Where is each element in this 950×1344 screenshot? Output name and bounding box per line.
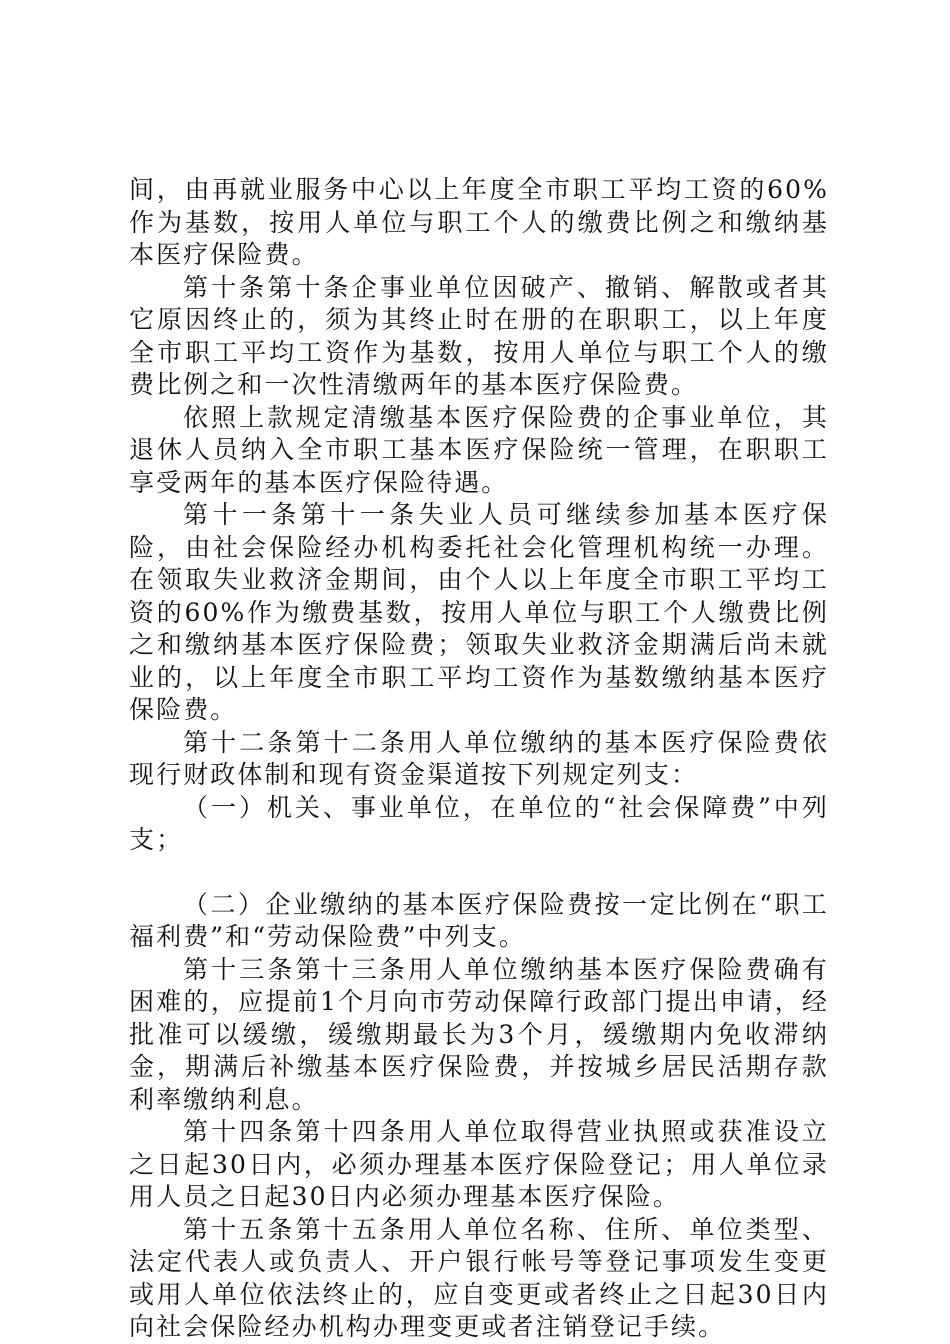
paragraph-article-11: 第十一条第十一条失业人员可继续参加基本医疗保险，由社会保险经办机构委托社会化管理机构统一办理。在领取失业救济金期间，由个人以上年度全市职工平均工资的60%作为缴费基数，按用人单位与职工个人缴费比例之和缴纳基本医疗保险费；领取失业救济金期满后尚未就业的，以上年度全市职工平均工资作为基数缴纳基本医疗保险费。 (129, 500, 829, 724)
document-body (129, 174, 829, 1344)
paragraph-article-13: 第十三条第十三条用人单位缴纳基本医疗保险费确有困难的，应提前1个月向市劳动保障行政部门提出申请，经批准可以缓缴，缓缴期最长为3个月，缓缴期内免收滞纳金，期满后补缴基本医疗保险费，并按城乡居民活期存款利率缴纳利息。 (129, 954, 829, 1114)
paragraph-article-12-item-2: （二）企业缴纳的基本医疗保险费按一定比例在“职工福利费”和“劳动保险费”中列支。 (129, 889, 829, 951)
paragraph-article-10-clause: 依照上款规定清缴基本医疗保险费的企事业单位，其退休人员纳入全市职工基本医疗保险统一管理，在职职工享受两年的基本医疗保险待遇。 (129, 402, 829, 497)
paragraph-article-14: 第十四条第十四条用人单位取得营业执照或获准设立之日起30日内，必须办理基本医疗保险登记；用人单位录用人员之日起30日内必须办理基本医疗保险。 (129, 1117, 829, 1211)
paragraph-article-12: 第十二条第十二条用人单位缴纳的基本医疗保险费依现行财政体制和现有资金渠道按下列规定列支： (129, 727, 829, 789)
paragraph-continuation: 间，由再就业服务中心以上年度全市职工平均工资的60%作为基数，按用人单位与职工个人的缴费比例之和缴纳基本医疗保险费。 (129, 175, 829, 269)
paragraph-article-10: 第十条第十条企事业单位因破产、撤销、解散或者其它原因终止的，须为其终止时在册的在职职工，以上年度全市职工平均工资作为基数，按用人单位与职工个人的缴费比例之和一次性清缴两年的基本医疗保险费。 (129, 272, 829, 399)
paragraph-article-15: 第十五条第十五条用人单位名称、住所、单位类型、法定代表人或负责人、开户银行帐号等登记事项发生变更或用人单位依法终止的，应自变更或者终止之日起30日内向社会保险经办机构办理变更或者注销登记手续。 (129, 1214, 829, 1341)
blank-line (129, 857, 829, 889)
paragraph-article-12-item-1: （一）机关、事业单位，在单位的“社会保障费”中列支； (129, 792, 829, 854)
